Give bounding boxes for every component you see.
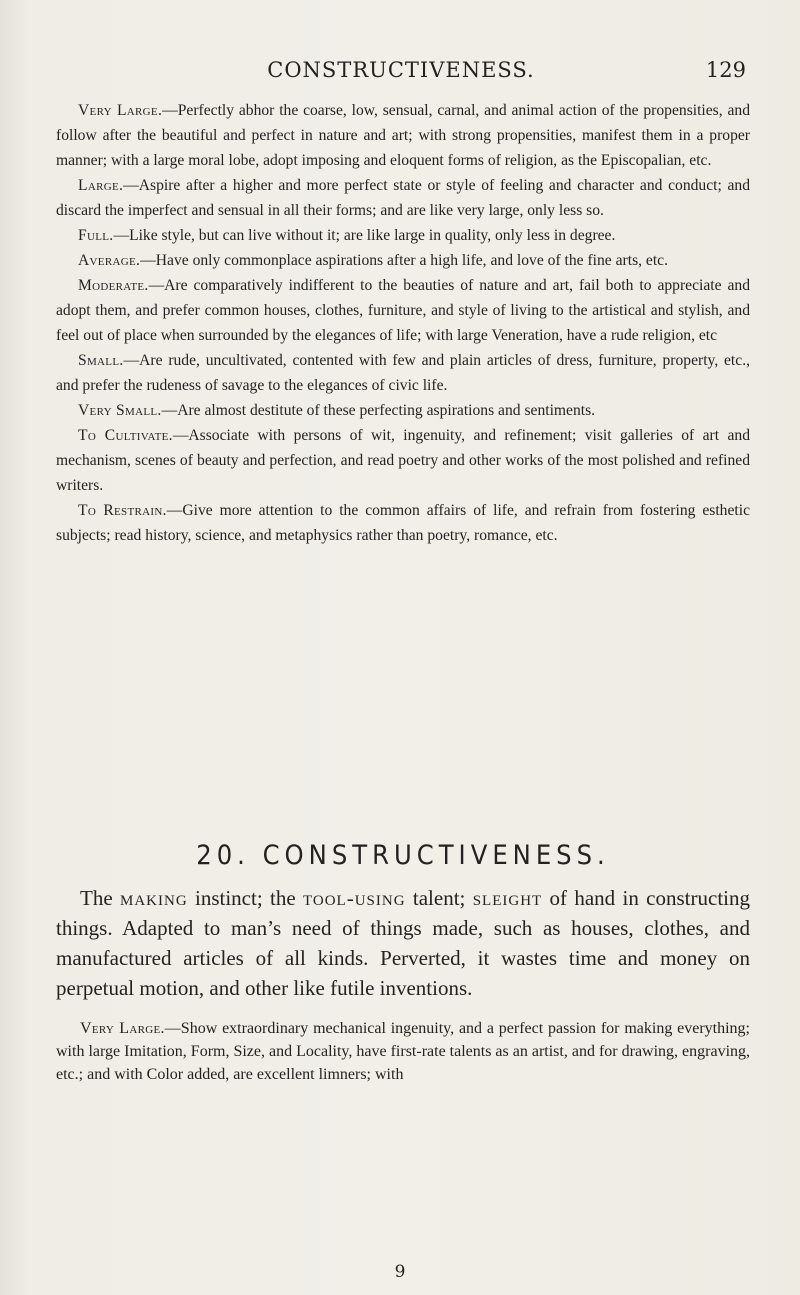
entry-text: —Show extraordinary mechanical ingenuity, and a perfect passion for making everything; with large Imitation, Form, Size, and Locality, have first-rate talents as an artist, and for drawing, engraving, etc.; and with Color added, are excellent limners; with bbox=[56, 1020, 751, 1083]
keyword: making bbox=[119, 886, 188, 910]
entry-term: To Cultivate. bbox=[78, 427, 173, 444]
entry-paragraph bbox=[56, 498, 750, 548]
section-intro: The making instinct; the tool-using talent; sleight of hand in constructing things. Adapted to man’s need of things made, such as houses, clothes, and manufactured articles of all kinds. Perverted, it wastes time and money on perpetual motion, and other like futile inventions. bbox=[56, 886, 750, 1000]
entry-term: Very Large. bbox=[80, 1020, 165, 1037]
entry-term: Large. bbox=[78, 177, 124, 194]
keyword: sleight bbox=[472, 886, 543, 910]
entry-text: —Give more attention to the common affairs of life, and refrain from fostering esthetic subjects; read history, science, and metaphysics rather than poetry, romance, etc. bbox=[56, 502, 750, 544]
entry-term: Small. bbox=[78, 352, 124, 369]
entry-text: —Have only commonplace aspirations after a high life, and love of the fine arts, etc. bbox=[140, 252, 669, 269]
entry-text: —Perfectly abhor the coarse, low, sensual, carnal, and animal action of the propensities, and follow after the beautiful and perfect in nature and art; with strong propensities, manifest them in a proper manner; with a large moral lobe, adopt imposing and eloquent forms of religion, as the Episcopalian, etc. bbox=[56, 102, 750, 169]
entry-text: —Like style, but can live without it; are like large in quality, only less in degree. bbox=[113, 227, 616, 244]
page-number: 129 bbox=[705, 58, 746, 82]
entry-term: Moderate. bbox=[78, 277, 149, 294]
entry-term: To Restrain. bbox=[78, 502, 167, 519]
entry-text: —Are comparatively indifferent to the beauties of nature and art, fail both to appreciate and adopt them, and prefer common houses, clothes, furniture, and style of living to the artistical and stylish, and feel out of place when surrounded by the elegances of life; with large Veneration, have a rude religion, etc bbox=[56, 277, 750, 344]
entry-text: —Aspire after a higher and more perfect state or style of feeling and character and conduct; and discard the imperfect and sensual in all their forms; and are like very large, only less so. bbox=[56, 177, 750, 219]
section-title: 20. CONSTRUCTIVENESS. bbox=[196, 840, 610, 871]
entry-term: Average. bbox=[78, 252, 141, 269]
entry-text: —Are rude, uncultivated, contented with few and plain articles of dress, furniture, property, etc., and prefer the rudeness of savage to the elegances of civic life. bbox=[56, 352, 750, 394]
signature-mark: 9 bbox=[394, 1262, 406, 1282]
entry-paragraph bbox=[56, 248, 750, 273]
entry-paragraph bbox=[56, 348, 750, 398]
page-header bbox=[56, 58, 746, 88]
section-body bbox=[56, 883, 750, 1086]
entry-paragraph bbox=[56, 1017, 750, 1086]
entry-text: —Associate with persons of wit, ingenuity, and refinement; visit galleries of art and mechanism, scenes of beauty and perfection, and read poetry and other works of the most polished and refined writers. bbox=[56, 427, 750, 494]
body-text bbox=[56, 98, 750, 548]
keyword: tool-using bbox=[302, 886, 406, 910]
entry-term: Full. bbox=[78, 227, 114, 244]
running-head: CONSTRUCTIVENESS. bbox=[267, 58, 535, 82]
entry-term: Very Large. bbox=[78, 102, 163, 119]
entry-text: —Are almost destitute of these perfecting aspirations and sentiments. bbox=[161, 402, 596, 419]
entry-paragraph bbox=[56, 398, 750, 423]
entry-paragraph bbox=[56, 423, 750, 498]
entry-paragraph bbox=[56, 173, 750, 223]
entry-paragraph bbox=[56, 273, 750, 348]
entry-paragraph bbox=[56, 98, 750, 173]
entry-term: Very Small. bbox=[78, 402, 162, 419]
entry-paragraph bbox=[56, 223, 750, 248]
